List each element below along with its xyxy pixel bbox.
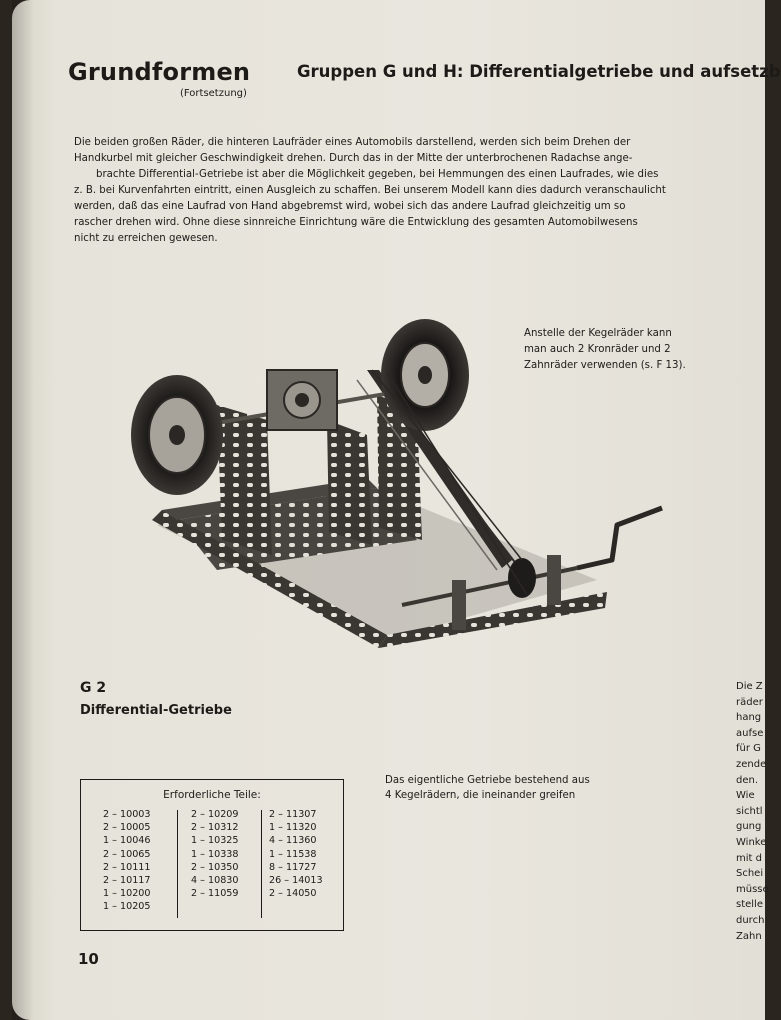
- model-number: G 2: [80, 680, 107, 696]
- fragment-line: gung: [736, 821, 762, 833]
- intro-line: brachte Differential-Getriebe ist aber die Möglichkeit gegeben, bei Hemmungen des einen Laufrades, wie dies: [96, 169, 659, 180]
- part-entry: 2 – 10065: [103, 848, 151, 860]
- fragment-line: hang: [736, 712, 762, 724]
- parts-column-3: [269, 808, 323, 900]
- part-entry: 4 – 11360: [269, 835, 317, 847]
- caption-line: Das eigentliche Getriebe bestehend aus: [385, 775, 590, 786]
- intro-line: werden, daß das eine Laufrad von Hand abgebremst wird, wobei sich das andere Laufrad gleichzeitig um so: [74, 201, 626, 212]
- intro-line: z. B. bei Kurvenfahrten eintritt, einen Ausgleich zu schaffen. Bei unserem Modell kann dies dadurch veranschaulicht: [74, 185, 666, 196]
- group-title: Gruppen G und H: Differentialgetriebe und aufsetzb: [297, 62, 781, 81]
- fragment-line: sichtl: [736, 805, 763, 817]
- fragment-line: zende: [736, 758, 767, 770]
- intro-line: Handkurbel mit gleicher Geschwindigkeit drehen. Durch das in der Mitte der unterbrochenen Radachse ange-: [74, 153, 633, 164]
- fragment-line: Schei: [736, 868, 764, 880]
- fragment-line: für G: [736, 743, 761, 755]
- part-entry: 2 – 10005: [103, 822, 151, 834]
- side-note-line: Zahnräder verwenden (s. F 13).: [524, 360, 686, 371]
- part-entry: 2 – 10117: [103, 875, 151, 887]
- part-entry: 2 – 10350: [191, 861, 239, 873]
- part-entry: 2 – 10111: [103, 861, 151, 873]
- parts-column-1: [103, 808, 151, 914]
- fragment-line: Die Z: [736, 681, 763, 692]
- intro-line: Die beiden großen Räder, die hinteren Laufräder eines Automobils darstellend, werden sich beim Drehen der: [74, 137, 631, 148]
- intro-line: nicht zu erreichen gewesen.: [74, 233, 218, 244]
- parts-title: Erforderliche Teile:: [163, 789, 261, 801]
- model-name: Differential-Getriebe: [80, 703, 232, 718]
- part-entry: 2 – 10209: [191, 809, 239, 820]
- fragment-line: durch: [736, 914, 765, 926]
- part-entry: 1 – 10205: [103, 901, 151, 913]
- part-entry: 2 – 11307: [269, 809, 317, 820]
- side-note-line: Anstelle der Kegelräder kann: [524, 328, 672, 339]
- part-entry: 26 – 14013: [269, 875, 323, 887]
- part-entry: 8 – 11727: [269, 861, 317, 873]
- column-divider: [177, 810, 178, 918]
- page-subheading: (Fortsetzung): [180, 88, 247, 99]
- fragment-line: räder: [736, 696, 763, 708]
- next-page-text-fragment: [736, 679, 769, 944]
- part-entry: 2 – 10312: [191, 822, 239, 834]
- gear-caption: [385, 773, 625, 803]
- part-entry: 1 – 10338: [191, 848, 239, 860]
- parts-column-2: [191, 808, 239, 900]
- fragment-line: Winke: [736, 836, 767, 848]
- part-entry: 1 – 10200: [103, 888, 151, 900]
- part-entry: 2 – 10003: [103, 809, 151, 820]
- fragment-line: aufse: [736, 727, 764, 739]
- fragment-line: Zahn: [736, 930, 762, 942]
- column-divider: [261, 810, 262, 918]
- part-entry: 1 – 11320: [269, 822, 317, 834]
- part-entry: 4 – 10830: [191, 875, 239, 887]
- part-entry: 2 – 14050: [269, 888, 317, 900]
- part-entry: 1 – 10046: [103, 835, 151, 847]
- page-heading: Grundformen: [68, 58, 251, 86]
- part-entry: 2 – 11059: [191, 888, 239, 900]
- intro-paragraph: [74, 135, 724, 247]
- differential-model-drawing: [117, 310, 677, 690]
- fragment-line: müsse: [736, 883, 769, 895]
- model-illustration: [117, 310, 677, 690]
- book-page: [12, 0, 781, 1020]
- side-note-line: man auch 2 Kronräder und 2: [524, 344, 671, 355]
- caption-line: 4 Kegelrädern, die ineinander greifen: [385, 790, 576, 801]
- intro-line: rascher drehen wird. Ohne diese sinnreiche Einrichtung wäre die Entwicklung des gesamten Automobilwesens: [74, 217, 638, 228]
- page-number: 10: [78, 950, 99, 968]
- part-entry: 1 – 11538: [269, 848, 317, 860]
- required-parts-box: [80, 779, 344, 931]
- fragment-line: mit d: [736, 852, 762, 864]
- part-entry: 1 – 10325: [191, 835, 239, 847]
- fragment-line: den.: [736, 774, 759, 786]
- fragment-line: stelle: [736, 899, 763, 911]
- fragment-line: Wie: [736, 790, 755, 802]
